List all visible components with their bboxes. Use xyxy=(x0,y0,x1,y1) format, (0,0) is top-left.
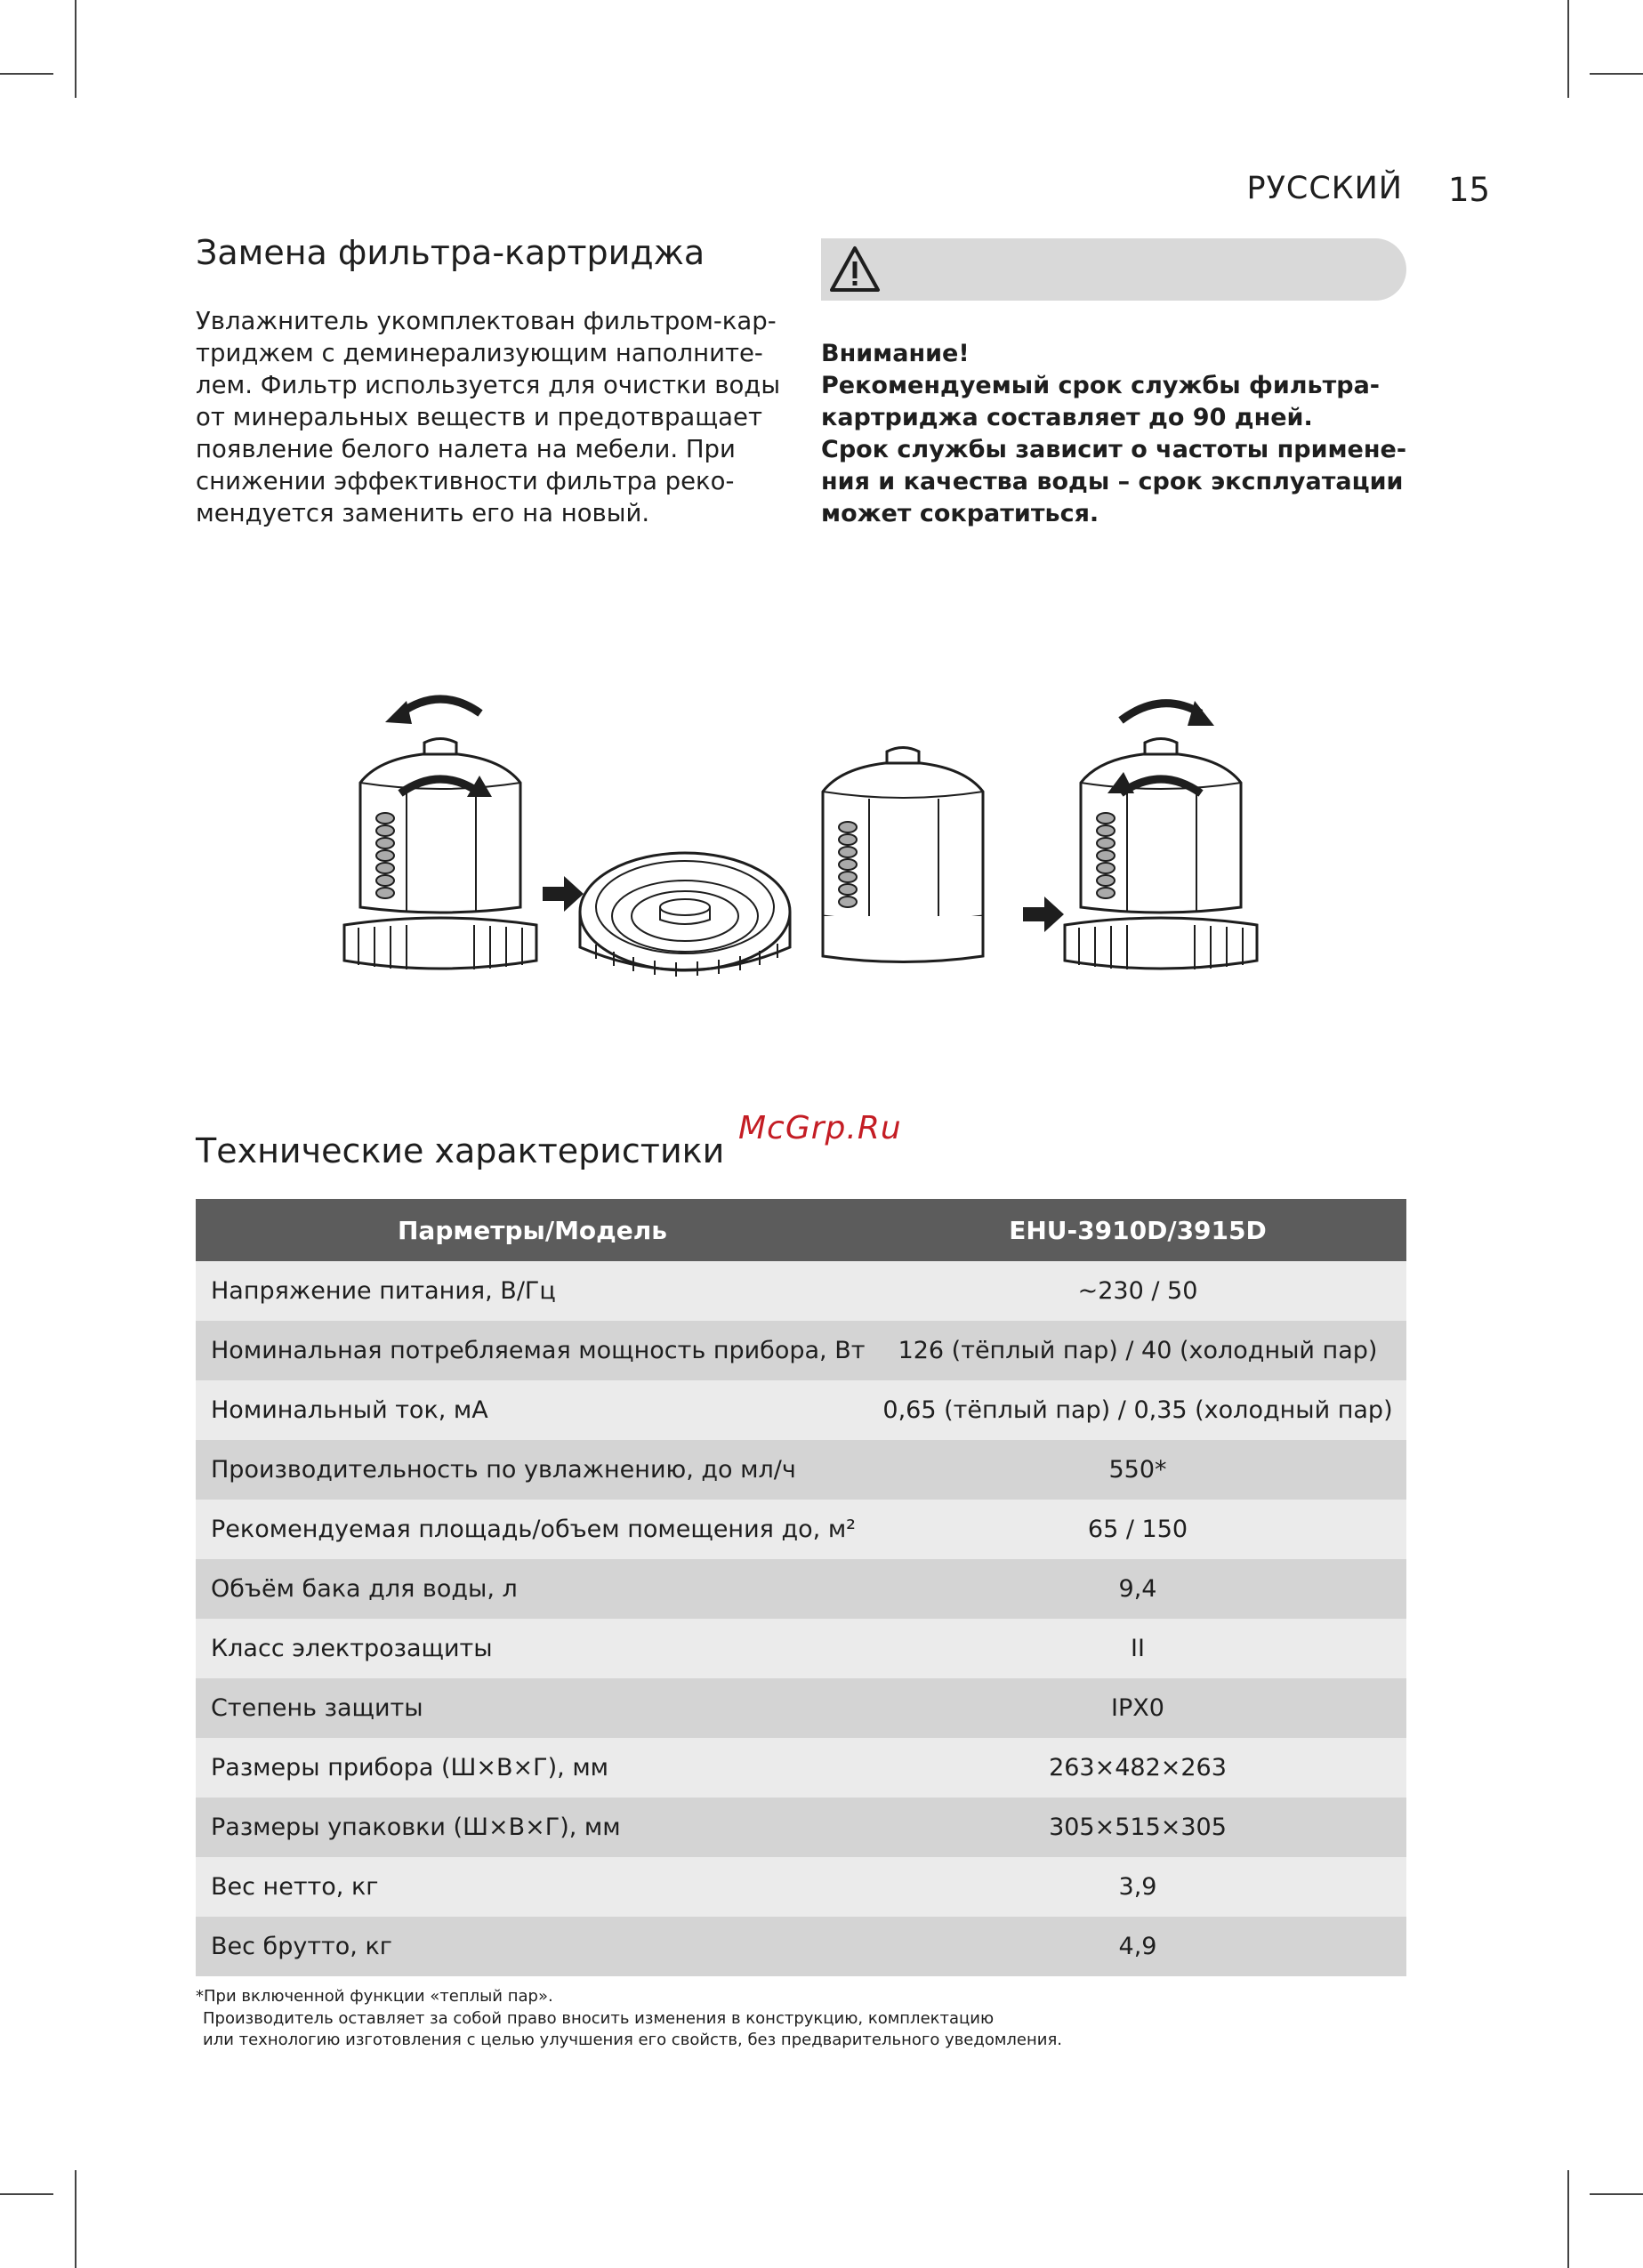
table-row xyxy=(196,1321,1406,1380)
warning-line: картриджа составляет до 90 дней. xyxy=(821,404,1313,431)
param-cell: Вес нетто, кг xyxy=(196,1857,869,1917)
value-cell: 9,4 xyxy=(869,1559,1406,1619)
warning-line: может сократиться. xyxy=(821,500,1099,527)
param-cell: Номинальная потребляемая мощность прибора, Вт xyxy=(196,1321,869,1380)
param-cell: Размеры упаковки (Ш×В×Г), мм xyxy=(196,1798,869,1857)
filter-cap xyxy=(580,853,790,977)
param-cell: Производительность по увлажнению, до мл/ч xyxy=(196,1440,869,1500)
specs-table xyxy=(196,1199,1406,1976)
language-label: РУССКИЙ xyxy=(1246,171,1403,206)
arrow-right-icon xyxy=(543,876,584,912)
paragraph-line: Увлажнитель укомплектован фильтром-кар- xyxy=(196,307,777,335)
crop-mark xyxy=(75,2170,77,2268)
value-cell: 65 / 150 xyxy=(869,1500,1406,1559)
crop-mark xyxy=(0,2193,53,2195)
filter-section-title: Замена фильтра-картриджа xyxy=(196,233,705,272)
warning-bar xyxy=(821,238,1406,301)
table-row xyxy=(196,1619,1406,1678)
warning-triangle-icon xyxy=(827,244,882,295)
filter-replacement-illustration xyxy=(338,694,1281,1005)
disclaimer-line: Производитель оставляет за собой право вносить изменения в конструкцию, комплектацию xyxy=(203,2009,995,2028)
cartridge-with-new-cap xyxy=(1065,701,1257,969)
value-cell: 3,9 xyxy=(869,1857,1406,1917)
cartridge-without-cap xyxy=(823,748,983,962)
param-cell: Степень защиты xyxy=(196,1678,869,1738)
warning-line: Срок службы зависит о частоты примене- xyxy=(821,436,1407,463)
paragraph-line: снижении эффективности фильтра реко- xyxy=(196,467,735,495)
value-cell: 4,9 xyxy=(869,1917,1406,1976)
param-cell: Вес брутто, кг xyxy=(196,1917,869,1976)
param-cell: Напряжение питания, В/Гц xyxy=(196,1261,869,1321)
header-model: EHU-3910D/3915D xyxy=(869,1199,1406,1261)
param-cell: Размеры прибора (Ш×В×Г), мм xyxy=(196,1738,869,1798)
table-row xyxy=(196,1440,1406,1500)
page-number: 15 xyxy=(1448,171,1491,209)
header-param: Парметры/Модель xyxy=(196,1199,869,1261)
crop-mark xyxy=(1590,73,1643,75)
warning-text xyxy=(821,338,1426,530)
paragraph-line: триджем с деминерализующим наполните- xyxy=(196,339,763,367)
table-row xyxy=(196,1738,1406,1798)
value-cell: 305×515×305 xyxy=(869,1798,1406,1857)
crop-mark xyxy=(1567,0,1569,98)
value-cell: 126 (тёплый пар) / 40 (холодный пар) xyxy=(869,1321,1406,1380)
warning-line: Рекомендуемый срок службы фильтра- xyxy=(821,372,1381,399)
table-row xyxy=(196,1678,1406,1738)
filter-paragraph xyxy=(196,305,801,529)
arrow-right-icon xyxy=(1023,897,1064,932)
specs-section-title: Технические характеристики xyxy=(196,1131,725,1170)
value-cell: 0,65 (тёплый пар) / 0,35 (холодный пар) xyxy=(869,1380,1406,1440)
table-row xyxy=(196,1857,1406,1917)
crop-mark xyxy=(1590,2193,1643,2195)
table-row xyxy=(196,1500,1406,1559)
param-cell: Объём бака для воды, л xyxy=(196,1559,869,1619)
footnote: *При включенной функции «теплый пар». xyxy=(196,1987,553,2006)
param-cell: Номинальный ток, мА xyxy=(196,1380,869,1440)
value-cell: 263×482×263 xyxy=(869,1738,1406,1798)
table-row xyxy=(196,1559,1406,1619)
watermark: McGrp.Ru xyxy=(738,1110,902,1146)
table-row xyxy=(196,1261,1406,1321)
table-row xyxy=(196,1917,1406,1976)
value-cell: 550* xyxy=(869,1440,1406,1500)
crop-mark xyxy=(0,73,53,75)
crop-mark xyxy=(75,0,77,98)
crop-mark xyxy=(1567,2170,1569,2268)
value-cell: ~230 / 50 xyxy=(869,1261,1406,1321)
warning-line: ния и качества воды – срок эксплуатации xyxy=(821,468,1404,495)
table-header-row xyxy=(196,1199,1406,1261)
paragraph-line: появление белого налета на мебели. При xyxy=(196,435,736,463)
paragraph-line: мендуется заменить его на новый. xyxy=(196,499,650,527)
disclaimer-line: или технологию изготовления с целью улучшения его свойств, без предварительного уведомления. xyxy=(203,2031,1063,2049)
table-row xyxy=(196,1798,1406,1857)
paragraph-line: от минеральных веществ и предотвращает xyxy=(196,403,762,431)
value-cell: II xyxy=(869,1619,1406,1678)
cartridge-with-cap xyxy=(344,699,536,969)
value-cell: IPX0 xyxy=(869,1678,1406,1738)
warning-line: Внимание! xyxy=(821,340,970,367)
param-cell: Класс электрозащиты xyxy=(196,1619,869,1678)
paragraph-line: лем. Фильтр используется для очистки воды xyxy=(196,371,781,399)
disclaimer xyxy=(203,2008,1062,2051)
table-row xyxy=(196,1380,1406,1440)
param-cell: Рекомендуемая площадь/объем помещения до, м² xyxy=(196,1500,869,1559)
